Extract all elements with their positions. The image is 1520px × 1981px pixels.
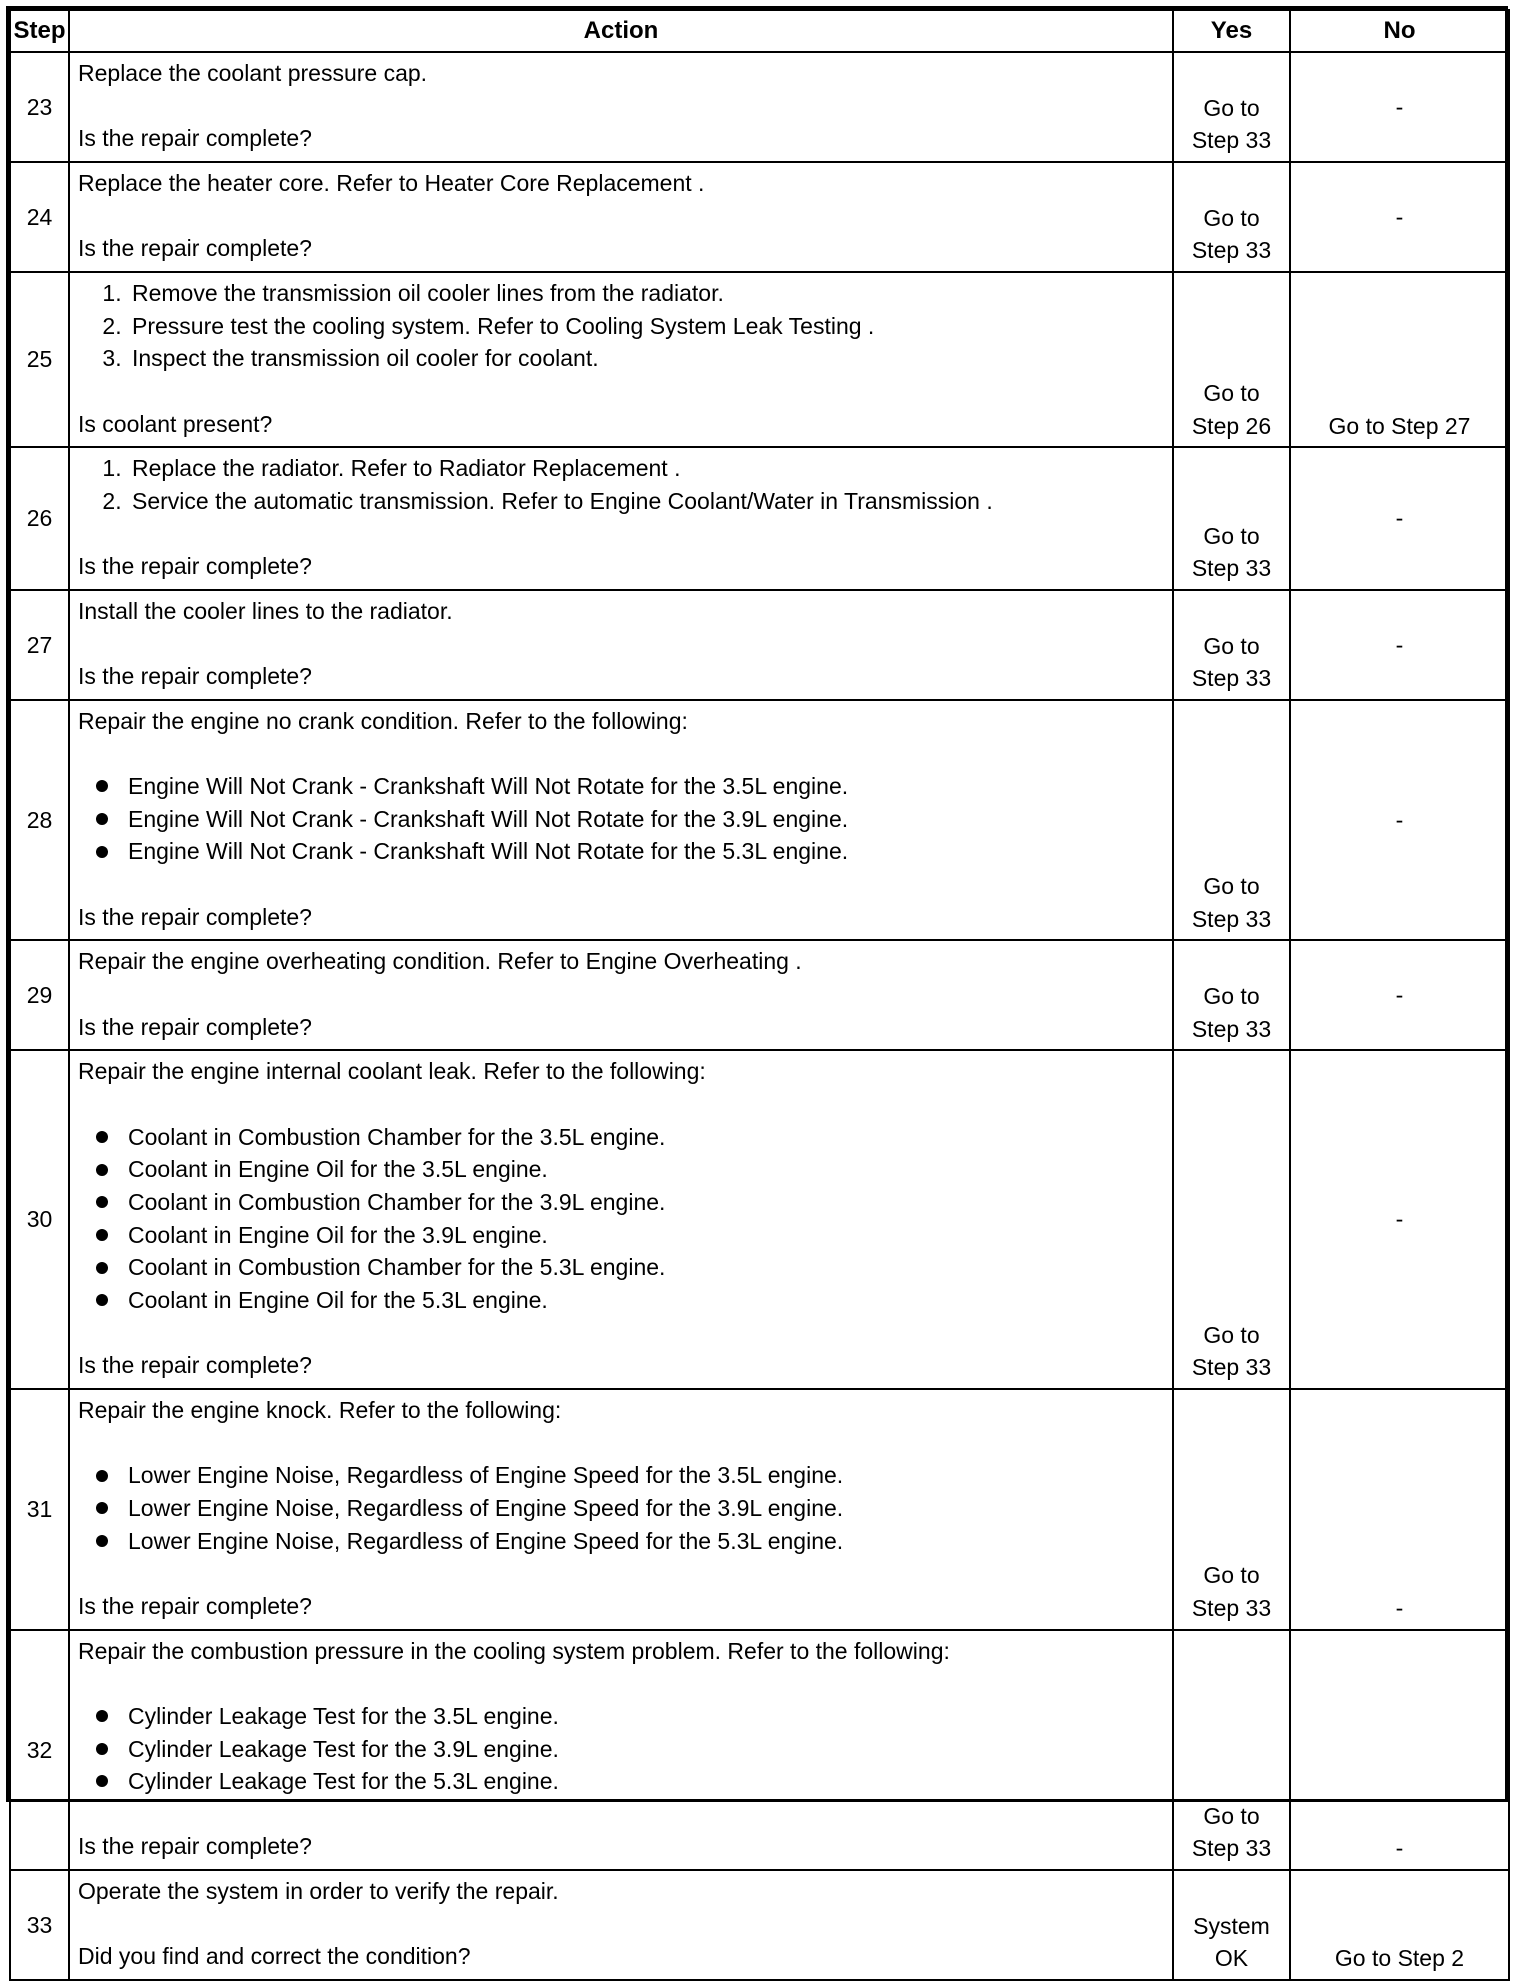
action-question: Is the repair complete? bbox=[78, 1833, 312, 1860]
action-cell bbox=[69, 1050, 1173, 1389]
header-no: No bbox=[1290, 10, 1509, 52]
bullet-list bbox=[78, 770, 1164, 868]
list-item: 2. Pressure test the cooling system. Refer to Cooling System Leak Testing . bbox=[128, 310, 1164, 343]
no-cell: - bbox=[1290, 162, 1509, 272]
yes-cell bbox=[1173, 700, 1290, 941]
bullet-icon bbox=[96, 1196, 108, 1208]
action-intro: Replace the coolant pressure cap. bbox=[78, 60, 428, 86]
list-item bbox=[96, 1765, 1164, 1798]
numbered-steps bbox=[78, 277, 1164, 375]
no-cell: - bbox=[1290, 1630, 1509, 1871]
list-item-text: Lower Engine Noise, Regardless of Engine Speed for the 3.5L engine. bbox=[128, 1462, 844, 1489]
action-cell bbox=[69, 700, 1173, 941]
list-item-text: Coolant in Engine Oil for the 3.5L engine. bbox=[128, 1156, 548, 1183]
list-item bbox=[96, 1153, 1164, 1186]
header-step: Step bbox=[10, 10, 69, 52]
yes-line-2: Step 33 bbox=[1191, 237, 1272, 264]
step-number: 26 bbox=[10, 447, 69, 590]
action-question: Is the repair complete? bbox=[78, 125, 312, 152]
action-cell bbox=[69, 1389, 1173, 1630]
yes-cell bbox=[1173, 272, 1290, 447]
list-item-text: Coolant in Combustion Chamber for the 3.5L engine. bbox=[128, 1123, 666, 1150]
no-cell: - bbox=[1290, 590, 1509, 700]
header-action: Action bbox=[69, 10, 1173, 52]
step-number: 29 bbox=[10, 940, 69, 1050]
list-item: 1. Remove the transmission oil cooler lines from the radiator. bbox=[128, 277, 1164, 310]
yes-cell bbox=[1173, 447, 1290, 590]
list-item bbox=[96, 1186, 1164, 1219]
numbered-steps bbox=[78, 452, 1164, 517]
step-number: 30 bbox=[10, 1050, 69, 1389]
step-number: 24 bbox=[10, 162, 69, 272]
yes-line-2: Step 33 bbox=[1191, 1594, 1272, 1621]
action-question: Did you find and correct the condition? bbox=[78, 1943, 471, 1970]
yes-line-1: Go to bbox=[1203, 1802, 1260, 1829]
yes-line-2: Step 33 bbox=[1191, 1835, 1272, 1862]
header-yes: Yes bbox=[1173, 10, 1290, 52]
action-intro: Repair the engine no crank condition. Refer to the following: bbox=[78, 707, 688, 734]
action-question: Is coolant present? bbox=[78, 410, 273, 437]
no-cell: - bbox=[1290, 1389, 1509, 1630]
action-cell bbox=[69, 447, 1173, 590]
bullet-icon bbox=[96, 846, 108, 858]
action-question: Is the repair complete? bbox=[78, 553, 312, 580]
yes-cell bbox=[1173, 52, 1290, 162]
yes-line-1: Go to bbox=[1203, 522, 1260, 549]
bullet-list bbox=[78, 1459, 1164, 1557]
diagnostic-table-document bbox=[6, 6, 1508, 1972]
list-item bbox=[96, 1492, 1164, 1525]
yes-cell bbox=[1173, 1050, 1290, 1389]
list-item-text: Engine Will Not Crank - Crankshaft Will Not Rotate for the 5.3L engine. bbox=[128, 838, 849, 865]
action-intro: Repair the engine internal coolant leak. Refer to the following: bbox=[78, 1058, 706, 1085]
diagnostic-table bbox=[9, 9, 1510, 1981]
bullet-icon bbox=[96, 1470, 108, 1482]
table-row bbox=[10, 52, 1509, 162]
step-number: 28 bbox=[10, 700, 69, 941]
no-cell: - bbox=[1290, 940, 1509, 1050]
table-row bbox=[10, 590, 1509, 700]
action-cell bbox=[69, 590, 1173, 700]
action-cell bbox=[69, 162, 1173, 272]
bullet-icon bbox=[96, 1229, 108, 1241]
table-row bbox=[10, 272, 1509, 447]
action-cell bbox=[69, 1870, 1173, 1980]
action-cell bbox=[69, 1630, 1173, 1871]
yes-line-2: Step 33 bbox=[1191, 555, 1272, 582]
bullet-icon bbox=[96, 1294, 108, 1306]
step-number: 33 bbox=[10, 1870, 69, 1980]
bullet-icon bbox=[96, 780, 108, 792]
action-intro: Repair the engine overheating condition. Refer to Engine Overheating . bbox=[78, 948, 802, 975]
yes-line-1: Go to bbox=[1203, 873, 1260, 900]
no-cell: - bbox=[1290, 700, 1509, 941]
yes-line-2: Step 26 bbox=[1191, 412, 1272, 439]
yes-line-1: Go to bbox=[1203, 94, 1260, 121]
list-item bbox=[96, 803, 1164, 836]
table-row bbox=[10, 447, 1509, 590]
action-question: Is the repair complete? bbox=[78, 903, 312, 930]
yes-line-1: Go to bbox=[1203, 204, 1260, 231]
bullet-icon bbox=[96, 1131, 108, 1143]
list-item bbox=[96, 1459, 1164, 1492]
yes-line-1: Go to bbox=[1203, 1321, 1260, 1348]
action-intro: Replace the heater core. Refer to Heater Core Replacement . bbox=[78, 169, 705, 196]
yes-line-1: Go to bbox=[1203, 632, 1260, 659]
bullet-icon bbox=[96, 1535, 108, 1547]
action-question: Is the repair complete? bbox=[78, 235, 312, 262]
action-intro: Repair the combustion pressure in the cooling system problem. Refer to the following: bbox=[78, 1637, 950, 1664]
list-item-text: Coolant in Engine Oil for the 5.3L engine. bbox=[128, 1286, 548, 1313]
bullet-icon bbox=[96, 1710, 108, 1722]
action-question: Is the repair complete? bbox=[78, 663, 312, 690]
bullet-icon bbox=[96, 1502, 108, 1514]
table-row bbox=[10, 162, 1509, 272]
yes-cell bbox=[1173, 1870, 1290, 1980]
header-row bbox=[10, 10, 1509, 52]
list-item bbox=[96, 1219, 1164, 1252]
list-item: 3. Inspect the transmission oil cooler for coolant. bbox=[128, 342, 1164, 375]
action-cell bbox=[69, 52, 1173, 162]
no-cell: - bbox=[1290, 52, 1509, 162]
bullet-icon bbox=[96, 813, 108, 825]
list-item-text: Coolant in Combustion Chamber for the 5.3L engine. bbox=[128, 1254, 666, 1281]
list-item-text: Engine Will Not Crank - Crankshaft Will Not Rotate for the 3.5L engine. bbox=[128, 773, 849, 800]
yes-line-2: Step 33 bbox=[1191, 1354, 1272, 1381]
table-row bbox=[10, 1389, 1509, 1630]
no-cell: Go to Step 2 bbox=[1290, 1870, 1509, 1980]
list-item-text: Coolant in Combustion Chamber for the 3.9L engine. bbox=[128, 1189, 666, 1215]
list-item-text: Lower Engine Noise, Regardless of Engine Speed for the 3.9L engine. bbox=[128, 1494, 844, 1521]
action-cell bbox=[69, 272, 1173, 447]
yes-line-1: Go to bbox=[1203, 1562, 1260, 1589]
table-row bbox=[10, 1050, 1509, 1389]
table-row bbox=[10, 700, 1509, 941]
yes-line-2: OK bbox=[1214, 1945, 1249, 1972]
yes-line-1: System bbox=[1193, 1912, 1270, 1939]
list-item bbox=[96, 1251, 1164, 1284]
yes-line-2: Step 33 bbox=[1191, 905, 1272, 932]
yes-line-2: Step 33 bbox=[1191, 127, 1272, 154]
yes-line-1: Go to bbox=[1203, 379, 1260, 406]
action-intro: Operate the system in order to verify the repair. bbox=[78, 1878, 559, 1905]
action-question: Is the repair complete? bbox=[78, 1592, 312, 1619]
list-item-text: Cylinder Leakage Test for the 5.3L engine. bbox=[128, 1768, 559, 1795]
yes-line-2: Step 33 bbox=[1191, 665, 1272, 692]
list-item-text: Coolant in Engine Oil for the 3.9L engine. bbox=[128, 1221, 548, 1248]
bullet-list bbox=[78, 1700, 1164, 1798]
list-item bbox=[96, 1284, 1164, 1317]
action-question: Is the repair complete? bbox=[78, 1013, 312, 1040]
action-intro: Install the cooler lines to the radiator. bbox=[78, 597, 453, 624]
action-intro: Repair the engine knock. Refer to the following: bbox=[78, 1396, 562, 1423]
list-item-text: Cylinder Leakage Test for the 3.9L engine. bbox=[128, 1735, 559, 1762]
yes-cell bbox=[1173, 590, 1290, 700]
step-number: 27 bbox=[10, 590, 69, 700]
list-item bbox=[96, 1733, 1164, 1766]
table-row bbox=[10, 940, 1509, 1050]
list-item bbox=[96, 1700, 1164, 1733]
step-number: 25 bbox=[10, 272, 69, 447]
bullet-icon bbox=[96, 1743, 108, 1755]
step-number: 31 bbox=[10, 1389, 69, 1630]
list-item bbox=[96, 770, 1164, 803]
yes-line-2: Step 33 bbox=[1191, 1015, 1272, 1042]
bullet-icon bbox=[96, 1164, 108, 1176]
bullet-list bbox=[78, 1121, 1164, 1317]
list-item bbox=[96, 1525, 1164, 1558]
list-item: 1. Replace the radiator. Refer to Radiator Replacement . bbox=[128, 452, 1164, 485]
table-row bbox=[10, 1870, 1509, 1980]
yes-line-1: Go to bbox=[1203, 983, 1260, 1010]
step-number: 32 bbox=[10, 1630, 69, 1871]
yes-cell bbox=[1173, 162, 1290, 272]
yes-cell bbox=[1173, 1389, 1290, 1630]
action-cell bbox=[69, 940, 1173, 1050]
no-cell: - bbox=[1290, 1050, 1509, 1389]
yes-cell bbox=[1173, 1630, 1290, 1871]
step-number: 23 bbox=[10, 52, 69, 162]
bullet-icon bbox=[96, 1775, 108, 1787]
no-cell: - bbox=[1290, 447, 1509, 590]
bullet-icon bbox=[96, 1262, 108, 1274]
list-item: 2. Service the automatic transmission. Refer to Engine Coolant/Water in Transmission . bbox=[128, 485, 1164, 518]
list-item bbox=[96, 835, 1164, 868]
action-question: Is the repair complete? bbox=[78, 1352, 312, 1379]
yes-cell bbox=[1173, 940, 1290, 1050]
list-item-text: Engine Will Not Crank - Crankshaft Will Not Rotate for the 3.9L engine. bbox=[128, 805, 849, 832]
table-row bbox=[10, 1630, 1509, 1871]
list-item-text: Lower Engine Noise, Regardless of Engine Speed for the 5.3L engine. bbox=[128, 1527, 844, 1554]
list-item bbox=[96, 1121, 1164, 1154]
no-cell: Go to Step 27 bbox=[1290, 272, 1509, 447]
list-item-text: Cylinder Leakage Test for the 3.5L engine. bbox=[128, 1702, 559, 1729]
